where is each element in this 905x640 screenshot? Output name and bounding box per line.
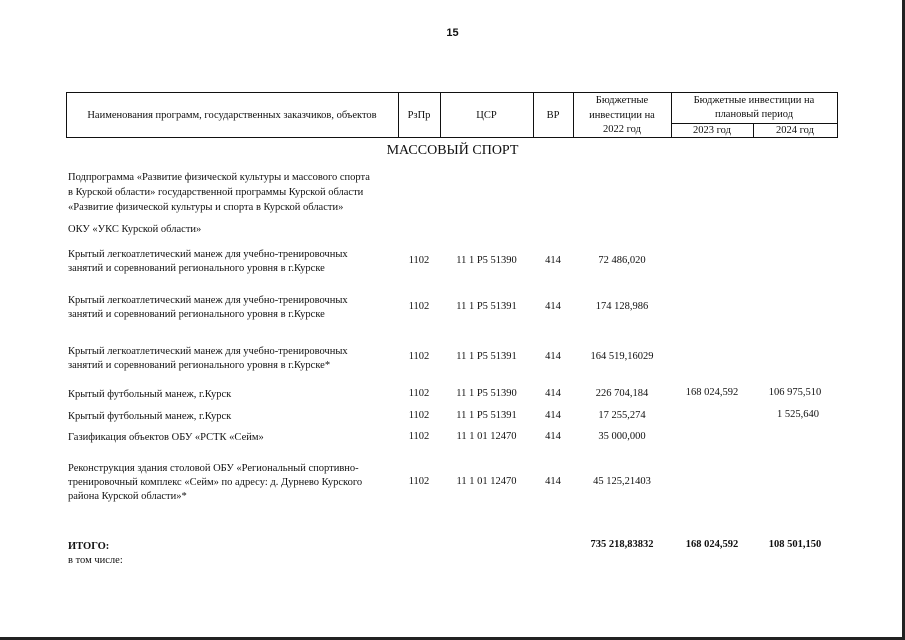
- header-vr: ВР: [546, 110, 560, 121]
- row-5-v2024: 1 525,640: [777, 409, 819, 420]
- subprogram-line-3: «Развитие физической культуры и спорта в Курской области»: [68, 202, 344, 213]
- customer-name: ОКУ «УКС Курской области»: [68, 224, 202, 235]
- row-7-name-line-3: района Курской области»*: [68, 491, 187, 502]
- row-7-name-line-1: Реконструкция здания столовой ОБУ «Региональный спортивно-: [68, 463, 359, 474]
- row-6-v2022: 35 000,000: [598, 431, 646, 442]
- row-1-name-line-1: Крытый легкоатлетический манеж для учебно-тренировочных: [68, 249, 348, 260]
- row-5-rzpr: 1102: [408, 410, 430, 421]
- row-7-rzpr: 1102: [408, 476, 430, 487]
- including-label: в том числе:: [68, 555, 123, 566]
- row-3-csr: 11 1 P5 51391: [456, 351, 517, 362]
- row-7-csr: 11 1 01 12470: [456, 476, 517, 487]
- row-4-v2024: 106 975,510: [768, 387, 822, 398]
- row-2-name-line-2: занятий и соревнований регионального уровня в г.Курске: [68, 309, 325, 320]
- header-2022-line3: 2022 год: [603, 124, 641, 135]
- row-5-v2022: 17 255,274: [598, 410, 646, 421]
- row-6-vr: 414: [545, 431, 561, 442]
- row-2-rzpr: 1102: [408, 301, 430, 312]
- row-7-v2022: 45 125,21403: [593, 476, 651, 487]
- header-2022-line2: инвестиции на: [589, 110, 655, 121]
- row-3-vr: 414: [545, 351, 561, 362]
- row-4-name: Крытый футбольный манеж, г.Курск: [68, 389, 232, 400]
- header-2022-line1: Бюджетные: [595, 95, 649, 106]
- row-5-csr: 11 1 P5 51391: [456, 410, 517, 421]
- row-6-name: Газификация объектов ОБУ «РСТК «Сейм»: [68, 432, 264, 443]
- header-planned-line1: Бюджетные инвестиции на: [693, 95, 815, 106]
- row-3-rzpr: 1102: [408, 351, 430, 362]
- row-4-csr: 11 1 P5 51390: [456, 388, 517, 399]
- subprogram-line-2: в Курской области» государственной программы Курской области: [68, 187, 364, 198]
- row-1-csr: 11 1 P5 51390: [456, 255, 517, 266]
- row-2-csr: 11 1 P5 51391: [456, 301, 517, 312]
- header-2023: 2023 год: [693, 125, 731, 136]
- row-1-rzpr: 1102: [408, 255, 430, 266]
- row-6-rzpr: 1102: [408, 431, 430, 442]
- row-3-name-line-1: Крытый легкоатлетический манеж для учебно-тренировочных: [68, 346, 348, 357]
- total-label: ИТОГО:: [68, 541, 110, 552]
- total-v2024: 108 501,150: [768, 539, 822, 550]
- row-2-v2022: 174 128,986: [595, 301, 649, 312]
- row-6-csr: 11 1 01 12470: [456, 431, 517, 442]
- row-7-name-line-2: тренировочный комплекс «Сейм» по адресу: д. Дурнево Курского: [68, 477, 363, 488]
- subprogram-line-1: Подпрограмма «Развитие физической культуры и массового спорта: [68, 172, 370, 183]
- page-number: 15: [446, 27, 459, 39]
- header-rzpr: РзПр: [407, 110, 431, 121]
- row-3-name-line-2: занятий и соревнований регионального уровня в г.Курске*: [68, 360, 331, 371]
- header-csr: ЦСР: [476, 110, 497, 121]
- row-3-v2022: 164 519,16029: [590, 351, 654, 362]
- row-2-name-line-1: Крытый легкоатлетический манеж для учебно-тренировочных: [68, 295, 348, 306]
- section-title: МАССОВЫЙ СПОРТ: [386, 143, 519, 158]
- row-5-name: Крытый футбольный манеж, г.Курск: [68, 411, 232, 422]
- row-4-vr: 414: [545, 388, 561, 399]
- row-2-vr: 414: [545, 301, 561, 312]
- row-4-rzpr: 1102: [408, 388, 430, 399]
- row-1-name-line-2: занятий и соревнований регионального уровня в г.Курске: [68, 263, 325, 274]
- row-4-v2022: 226 704,184: [595, 388, 649, 399]
- total-v2023: 168 024,592: [685, 539, 739, 550]
- row-1-vr: 414: [545, 255, 561, 266]
- header-planned-line2: плановый период: [714, 109, 794, 120]
- row-4-v2023: 168 024,592: [685, 387, 739, 398]
- row-5-vr: 414: [545, 410, 561, 421]
- total-v2022: 735 218,83832: [590, 539, 654, 550]
- header-name: Наименования программ, государственных заказчиков, объектов: [87, 110, 377, 121]
- header-2024: 2024 год: [776, 125, 814, 136]
- row-1-v2022: 72 486,020: [598, 255, 646, 266]
- col-border-7: [837, 92, 838, 138]
- row-7-vr: 414: [545, 476, 561, 487]
